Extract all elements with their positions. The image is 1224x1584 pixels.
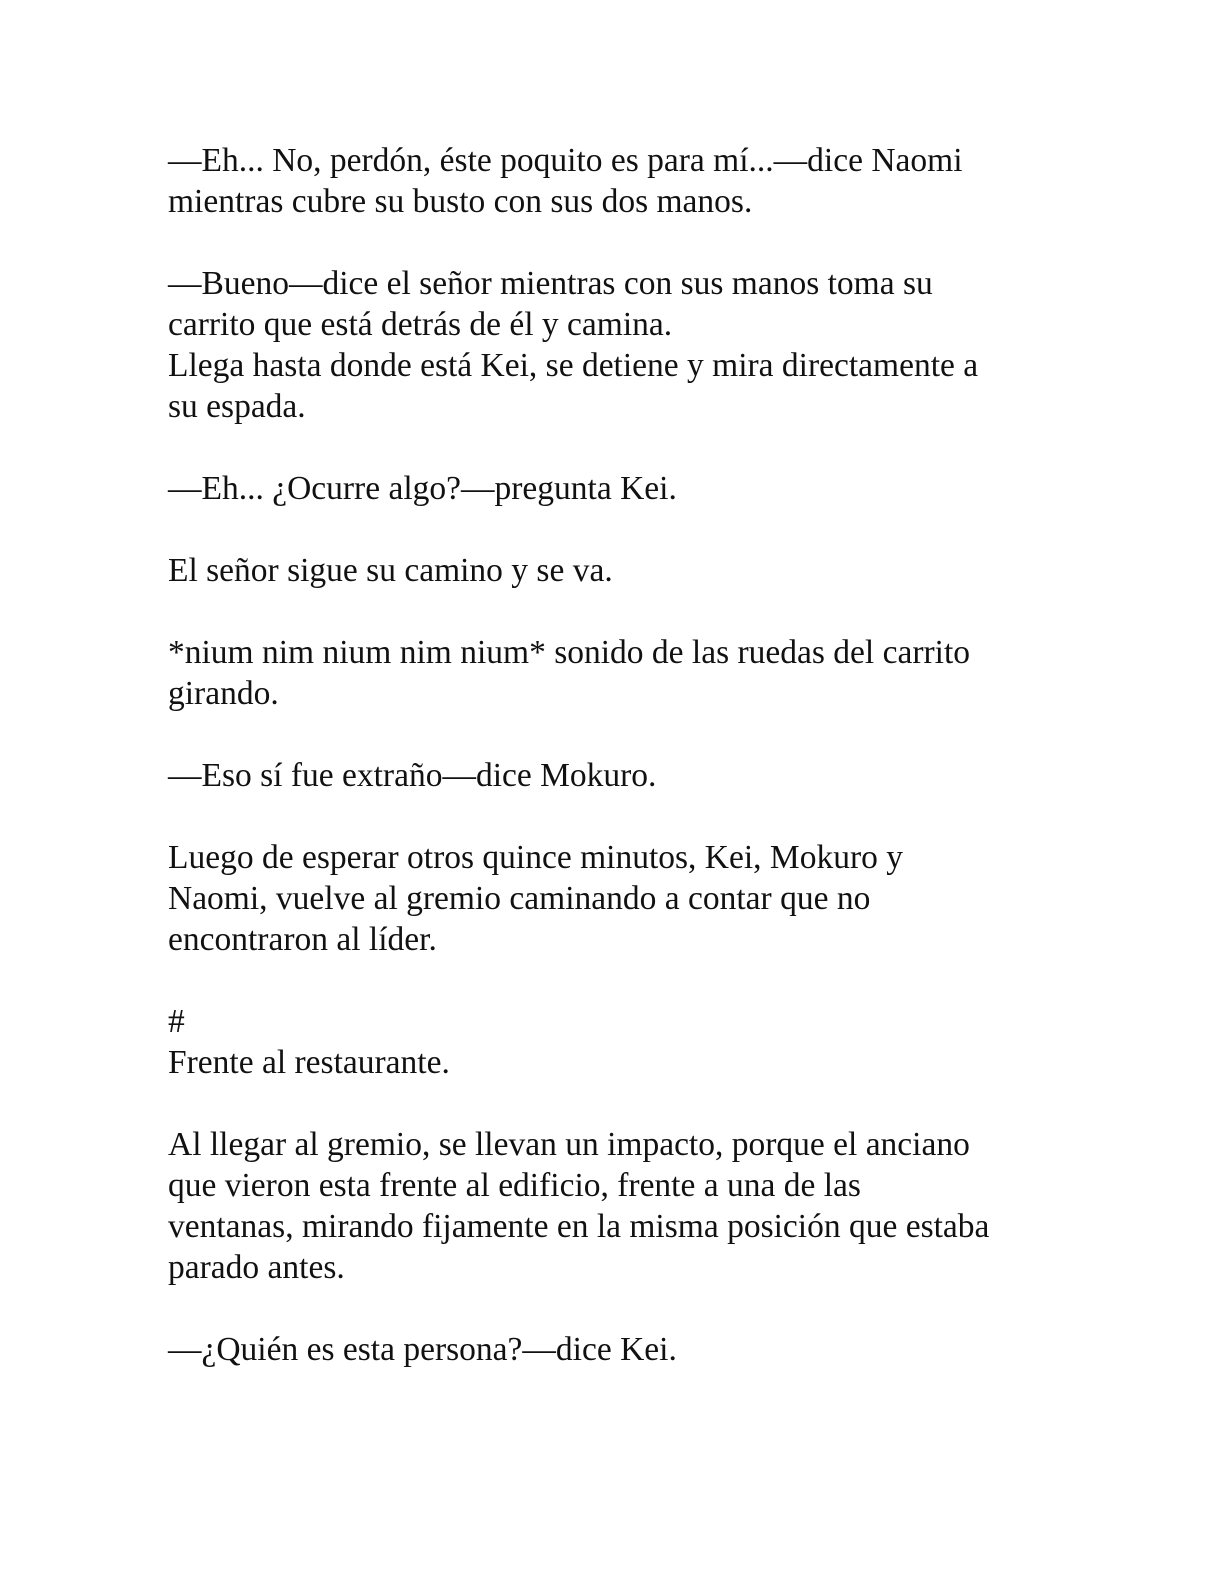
scene-heading: Frente al restaurante. <box>168 1044 450 1081</box>
paragraph-gap <box>168 714 1068 755</box>
text-line: carrito que está detrás de él y camina. <box>168 306 673 343</box>
text-line: parado antes. <box>168 1249 345 1286</box>
paragraph-bueno <box>168 263 1068 427</box>
text-line: —Bueno—dice el señor mientras con sus manos toma su <box>168 265 933 302</box>
text-line: Luego de esperar otros quince minutos, Kei, Mokuro y <box>168 839 903 876</box>
section-break <box>168 1001 1068 1083</box>
paragraph-gap <box>168 591 1068 632</box>
text-line: ventanas, mirando fijamente en la misma posición que estaba <box>168 1208 990 1245</box>
paragraph-gap <box>168 960 1068 1001</box>
text-line: Al llegar al gremio, se llevan un impacto, porque el anciano <box>168 1126 970 1163</box>
text-line: *nium nim nium nim nium* sonido de las ruedas del carrito <box>168 634 971 671</box>
paragraph-naomi-dialogue <box>168 140 1068 222</box>
text-line: —Eso sí fue extraño—dice Mokuro. <box>168 757 657 794</box>
paragraph-gap <box>168 796 1068 837</box>
paragraph-al-llegar <box>168 1124 1068 1288</box>
text-line: mientras cubre su busto con sus dos manos. <box>168 183 753 220</box>
text-line: —Eh... No, perdón, éste poquito es para mí...—dice Naomi <box>168 142 963 179</box>
document-page <box>168 140 1068 1370</box>
paragraph-gap <box>168 1083 1068 1124</box>
paragraph-sonido-ruedas <box>168 632 1068 714</box>
text-line: girando. <box>168 675 279 712</box>
text-line: encontraron al líder. <box>168 921 437 958</box>
text-line: —Eh... ¿Ocurre algo?—pregunta Kei. <box>168 470 677 507</box>
paragraph-gap <box>168 509 1068 550</box>
paragraph-senor-se-va <box>168 550 1068 591</box>
paragraph-ocurre-algo <box>168 468 1068 509</box>
paragraph-gap <box>168 222 1068 263</box>
paragraph-luego-de-esperar <box>168 837 1068 960</box>
paragraph-gap <box>168 427 1068 468</box>
text-line: —¿Quién es esta persona?—dice Kei. <box>168 1331 677 1368</box>
text-line: que vieron esta frente al edificio, frente a una de las <box>168 1167 861 1204</box>
paragraph-mokuro-dialogue <box>168 755 1068 796</box>
paragraph-gap <box>168 1288 1068 1329</box>
text-line: Llega hasta donde está Kei, se detiene y mira directamente a <box>168 347 979 384</box>
text-line: Naomi, vuelve al gremio caminando a contar que no <box>168 880 871 917</box>
text-line: El señor sigue su camino y se va. <box>168 552 613 589</box>
text-line: su espada. <box>168 388 306 425</box>
paragraph-quien-es <box>168 1329 1068 1370</box>
section-marker: # <box>168 1003 185 1040</box>
